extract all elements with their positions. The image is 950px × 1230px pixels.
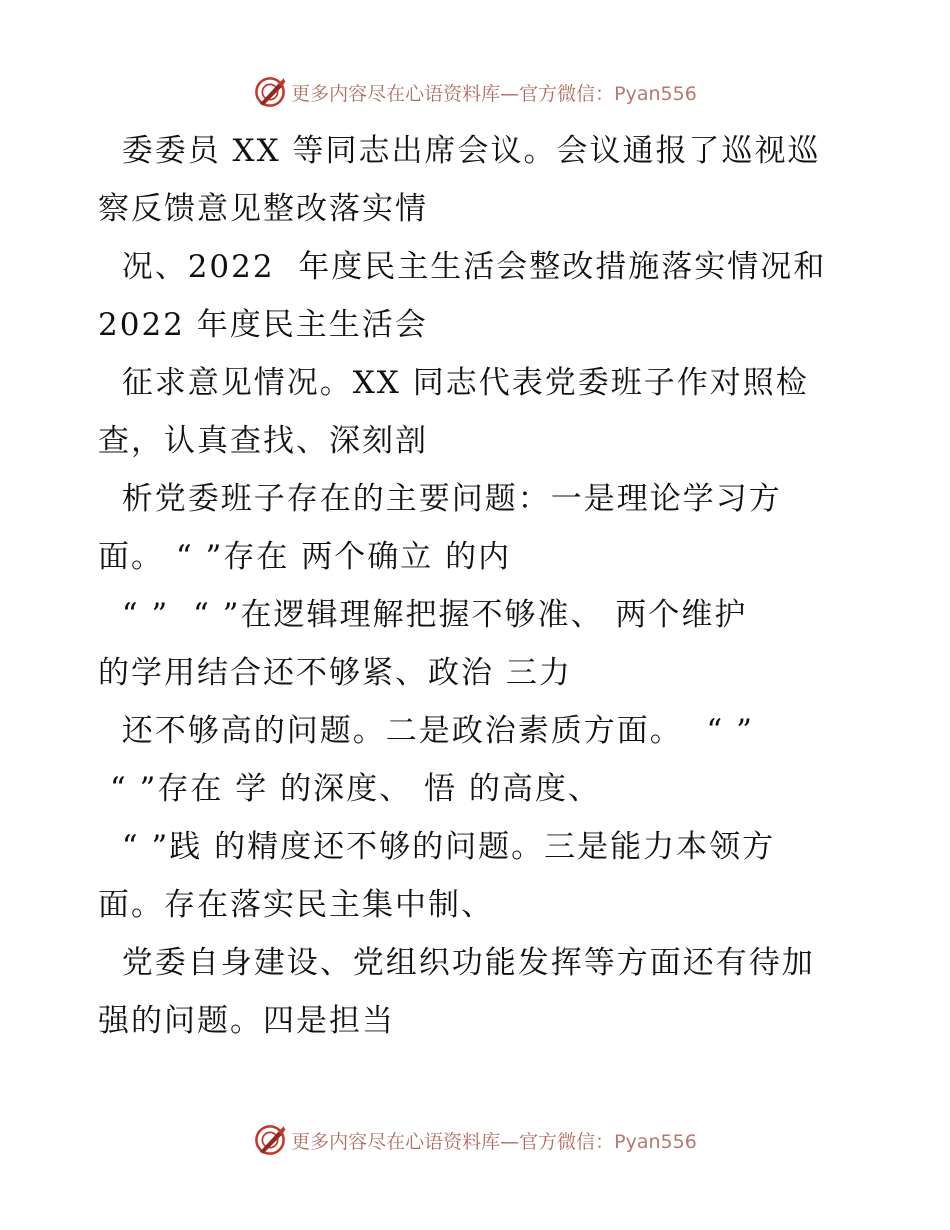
watermark-text: 更多内容尽在心语资料库—官方微信：Pyan556 bbox=[291, 1130, 697, 1153]
wechat-id: Pyan556 bbox=[614, 1130, 697, 1153]
header-watermark bbox=[0, 72, 950, 112]
text-line: “ ”践 的精度还不够的问题。三是能力本领方 bbox=[98, 829, 776, 865]
text-line: 强的问题。四是担当 bbox=[98, 1003, 395, 1039]
text-line: 委委员 XX 等同志出席会议。会议通报了巡视巡 bbox=[98, 133, 821, 169]
text-line: 的学用结合还不够紧、政治 三力 bbox=[98, 655, 572, 691]
text-line: 党委自身建设、党组织功能发挥等方面还有待加 bbox=[98, 945, 815, 981]
text-line: 析党委班子存在的主要问题：一是理论学习方 bbox=[98, 481, 782, 517]
text-line: 况、2022 年度民主生活会整改措施落实情况和 bbox=[98, 249, 827, 285]
watermark-text: 更多内容尽在心语资料库—官方微信：Pyan556 bbox=[291, 82, 697, 105]
text-line: 面。 “ ”存在 两个确立 的内 bbox=[98, 539, 512, 575]
text-line: 还不够高的问题。二是政治素质方面。 “ ” bbox=[98, 713, 754, 749]
text-line: 征求意见情况。XX 同志代表党委班子作对照检 bbox=[98, 365, 809, 401]
text-line: 2022 年度民主生活会 bbox=[98, 307, 428, 343]
text-line: “ ” “ ”在逻辑理解把握不够准、 两个维护 bbox=[98, 597, 748, 633]
wechat-id: Pyan556 bbox=[614, 82, 697, 105]
text-line: 查，认真查找、深刻剖 bbox=[98, 423, 428, 459]
footer-watermark bbox=[0, 1120, 950, 1160]
text-line: 察反馈意见整改落实情 bbox=[98, 191, 428, 227]
text-line: 面。存在落实民主集中制、 bbox=[98, 887, 494, 923]
text-line: “ ”存在 学 的深度、 悟 的高度、 bbox=[98, 771, 601, 807]
pen-logo-icon bbox=[253, 1123, 287, 1157]
pen-logo-icon bbox=[253, 75, 287, 109]
document-body bbox=[98, 122, 858, 1050]
